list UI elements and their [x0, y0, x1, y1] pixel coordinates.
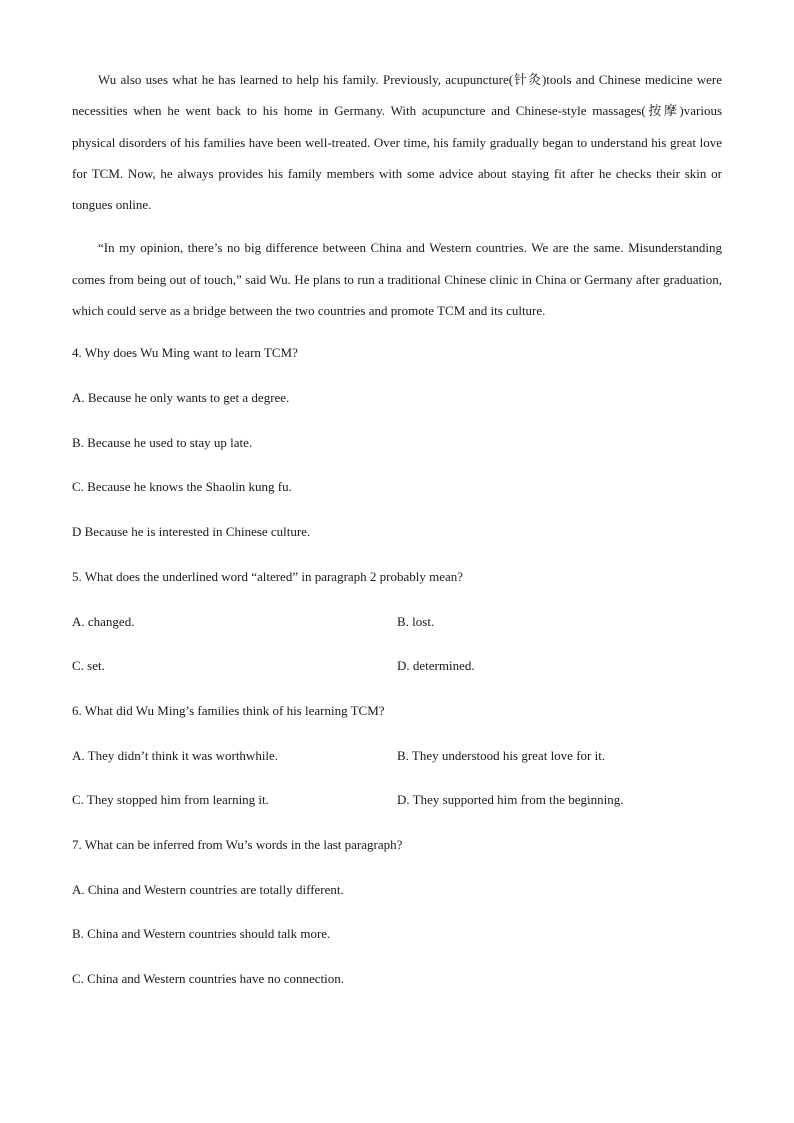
option-d: D Because he is interested in Chinese culture.: [72, 524, 311, 540]
question-6: [72, 689, 722, 823]
passage-paragraph: “In my opinion, there’s no big difference between China and Western countries. We are the same. Misunderstanding comes from being out of touch,” said Wu. He plans to run a traditional Chinese clinic in China or Germany after graduation, which could serve as a bridge between the two countries and promote TCM and its culture.: [72, 240, 722, 319]
option-b: B. They understood his great love for it.: [397, 747, 606, 763]
option-c: C. China and Western countries have no connection.: [72, 971, 345, 986]
option-c: C. Because he knows the Shaolin kung fu.: [72, 479, 292, 495]
question-stem: 5. What does the underlined word “altered” in paragraph 2 probably mean?: [72, 568, 464, 584]
option-a: A. They didn’t think it was worthwhile.: [72, 747, 279, 763]
option-a: A. changed.: [72, 613, 135, 629]
question-stem: 7. What can be inferred from Wu’s words in the last paragraph?: [72, 836, 403, 852]
option-row: [72, 734, 722, 779]
option-row: [72, 644, 722, 689]
option-b: B. Because he used to stay up late.: [72, 434, 253, 450]
question-4: [72, 331, 722, 554]
option-a: A. Because he only wants to get a degree.: [72, 390, 290, 406]
option-d: D. determined.: [397, 658, 475, 674]
option-d: D. They supported him from the beginning.: [397, 792, 624, 808]
document-page: [72, 64, 722, 1002]
passage-paragraph: Wu also uses what he has learned to help his family. Previously, acupuncture(针灸)tools and Chinese medicine were necessities when he went back to his home in Germany. With acupuncture and Chinese-style massages(按摩)various physical disorders of his families have been well-treated. Over time, his family gradually began to understand his great love for TCM. Now, he always provides his family members with some advice about staying fit after he checks their skin or tongues online.: [72, 72, 722, 213]
question-stem: 4. Why does Wu Ming want to learn TCM?: [72, 345, 298, 361]
option-b: B. China and Western countries should talk more.: [72, 926, 331, 942]
question-stem: 6. What did Wu Ming’s families think of his learning TCM?: [72, 702, 385, 718]
option-c: C. They stopped him from learning it.: [72, 792, 269, 808]
question-5: [72, 555, 722, 689]
option-a: A. China and Western countries are totally different.: [72, 881, 344, 897]
question-7: [72, 823, 722, 1002]
option-row: [72, 778, 722, 823]
option-row: [72, 600, 722, 645]
option-b: B. lost.: [397, 613, 435, 629]
option-c: C. set.: [72, 658, 105, 674]
